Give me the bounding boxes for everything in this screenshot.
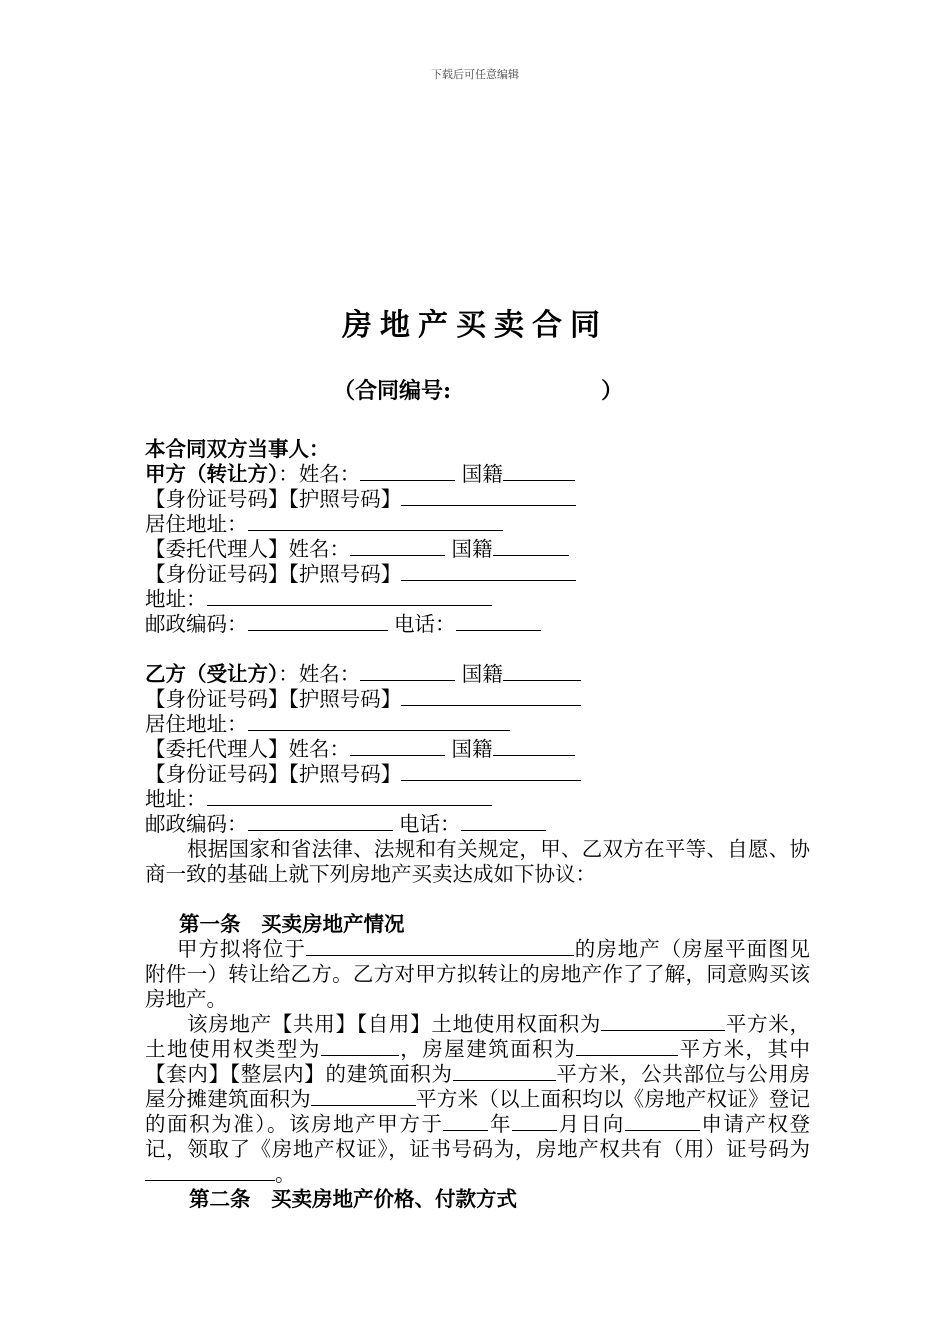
party-b-nationality-label: 国籍 xyxy=(461,662,503,686)
clause-1-text: ，房屋建筑面积为 xyxy=(398,1037,577,1061)
blank-field[interactable] xyxy=(503,462,575,481)
party-a-address-line xyxy=(145,512,810,537)
blank-field[interactable] xyxy=(248,512,503,531)
blank-field[interactable] xyxy=(443,1112,488,1131)
clause-1-text: 甲方拟将位于 xyxy=(177,937,306,961)
blank-field[interactable] xyxy=(306,937,574,956)
party-a-agent-label: 【委托代理人】姓名： xyxy=(145,537,350,561)
party-b-agent-label: 【委托代理人】姓名： xyxy=(145,737,350,761)
clause-1-paragraph-2 xyxy=(145,1012,810,1187)
blank-field[interactable] xyxy=(401,687,581,706)
clause-1-text: 年 xyxy=(488,1112,513,1136)
party-a-agent-line xyxy=(145,537,810,562)
parties-heading: 本合同双方当事人： xyxy=(145,437,330,461)
party-a-id-line xyxy=(145,487,810,512)
party-a-postcode-label: 邮政编码： xyxy=(145,612,248,636)
blank-field[interactable] xyxy=(350,737,445,756)
blank-field[interactable] xyxy=(601,1012,725,1031)
contract-number-close: ） xyxy=(601,378,624,404)
clause-1-paragraph-1 xyxy=(145,937,810,1012)
party-b-name-line xyxy=(145,662,810,687)
party-a-id-label: 【身份证号码】【护照号码】 xyxy=(145,487,402,511)
party-a-address-label: 居住地址： xyxy=(145,512,248,536)
blank-field[interactable] xyxy=(493,537,569,556)
party-b-postcode-label: 邮政编码： xyxy=(145,812,248,836)
document-title: 房地产买卖合同 xyxy=(342,308,608,343)
party-b-contact-line xyxy=(145,812,810,837)
party-a-phone-label: 电话： xyxy=(394,612,456,636)
party-b-agent-address-line xyxy=(145,787,810,812)
clause-1-text: 平方米，土地使用权类型为 xyxy=(145,1012,810,1061)
blank-field[interactable] xyxy=(576,1037,678,1056)
party-b-name-label: ：姓名： xyxy=(278,662,361,686)
blank-field[interactable] xyxy=(145,1162,275,1181)
clause-1-text: 的房地产（房屋平面图见附件一）转让给乙方。乙方对甲方拟转让的房地产作了了解，同意购买该房地产。 xyxy=(145,937,811,1011)
party-b-agent-nationality-label: 国籍 xyxy=(451,737,493,761)
blank-field[interactable] xyxy=(311,1087,416,1106)
clause-1-text: 申请产权登记，领取了《房地产权证》，证书号码为，房地产权共有（用）证号码为 xyxy=(145,1112,811,1161)
party-b-address-line xyxy=(145,712,810,737)
contract-number-label: （合同编号: xyxy=(333,378,452,404)
party-b-id-line xyxy=(145,687,810,712)
party-a-label: 甲方（转让方） xyxy=(145,462,279,486)
blank-field[interactable] xyxy=(207,787,492,806)
blank-field[interactable] xyxy=(401,562,576,581)
party-b-agent-line xyxy=(145,737,810,762)
blank-field[interactable] xyxy=(401,487,576,506)
party-a-name-label: ：姓名： xyxy=(278,462,361,486)
party-a-agent-id-line xyxy=(145,562,810,587)
party-a-contact-line xyxy=(145,612,810,637)
party-b-agent-address-label: 地址： xyxy=(145,787,207,811)
clause-1-text: 平方米，其中【套内】【整层内】的建筑面积为 xyxy=(145,1037,811,1086)
party-a-agent-address-label: 地址： xyxy=(145,587,207,611)
header-note: 下载后可任意编辑 xyxy=(431,68,519,81)
party-b-agent-id-line xyxy=(145,762,810,787)
party-a-name-line xyxy=(145,462,810,487)
blank-field[interactable] xyxy=(625,1112,700,1131)
blank-field[interactable] xyxy=(360,662,455,681)
party-b-id-label: 【身份证号码】【护照号码】 xyxy=(145,687,402,711)
blank-field[interactable] xyxy=(461,812,546,831)
blank-field[interactable] xyxy=(493,737,575,756)
clause-1-text: 平方米，公共部位与公用房屋分摊建筑面积为 xyxy=(145,1062,811,1111)
contract-body xyxy=(145,437,810,1212)
blank-field[interactable] xyxy=(248,712,510,731)
party-a-nationality-label: 国籍 xyxy=(461,462,503,486)
blank-field[interactable] xyxy=(207,587,492,606)
party-a-agent-address-line xyxy=(145,587,810,612)
clause-1-title: 第一条 买卖房地产情况 xyxy=(179,912,405,936)
blank-field[interactable] xyxy=(512,1112,557,1131)
clause-1-text: 。 xyxy=(275,1162,296,1186)
party-b-agent-id-label: 【身份证号码】【护照号码】 xyxy=(145,762,402,786)
blank-field[interactable] xyxy=(350,537,445,556)
blank-field[interactable] xyxy=(248,812,393,831)
intro-paragraph: 根据国家和省法律、法规和有关规定，甲、乙双方在平等、自愿、协商一致的基础上就下列房地产买卖达成如下协议： xyxy=(145,837,810,886)
clause-1-text: 平方米（以上面积均以《房地产权证》登记的面积为准）。该房地产甲方于 xyxy=(145,1087,811,1136)
party-b-phone-label: 电话： xyxy=(399,812,461,836)
party-b-address-label: 居住地址： xyxy=(145,712,248,736)
blank-field[interactable] xyxy=(401,762,581,781)
blank-field[interactable] xyxy=(360,462,455,481)
party-b-label: 乙方（受让方） xyxy=(145,662,279,686)
clause-1-text: 该房地产【共用】【自用】土地使用权面积为 xyxy=(187,1012,602,1036)
blank-field[interactable] xyxy=(503,662,581,681)
blank-field[interactable] xyxy=(248,612,388,631)
blank-field[interactable] xyxy=(456,612,541,631)
party-a-agent-nationality-label: 国籍 xyxy=(451,537,493,561)
blank-field[interactable] xyxy=(453,1062,556,1081)
contract-number xyxy=(333,374,623,405)
party-a-agent-id-label: 【身份证号码】【护照号码】 xyxy=(145,562,402,586)
clause-1-text: 月日向 xyxy=(557,1112,625,1136)
clause-2-title: 第二条 买卖房地产价格、付款方式 xyxy=(189,1187,517,1211)
blank-field[interactable] xyxy=(321,1037,399,1056)
